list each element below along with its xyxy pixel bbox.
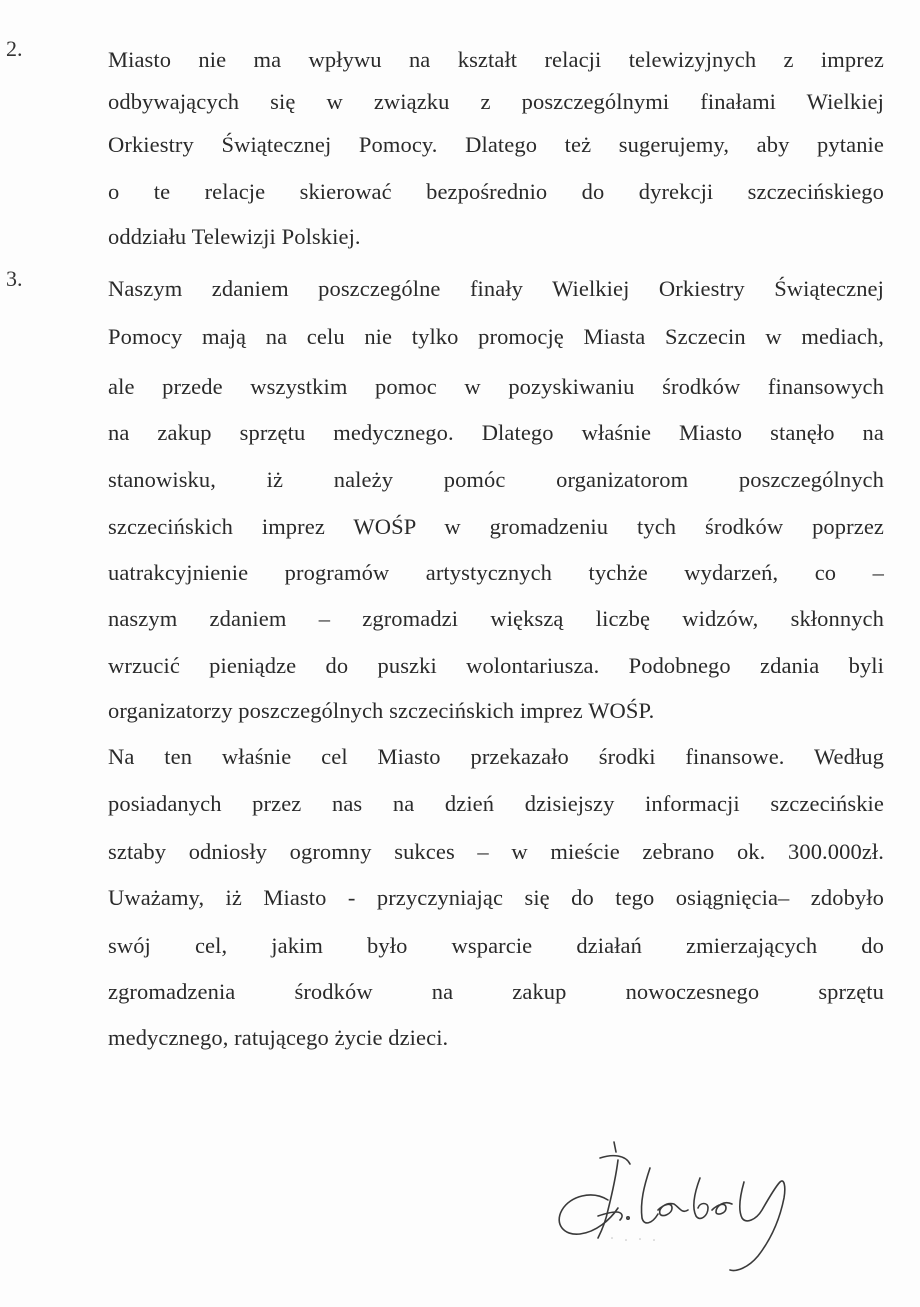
paragraph-line: sztaby odniosły ogromny sukces – w mieście zebrano ok. 300.000zł. <box>108 839 884 864</box>
paragraph-line: Pomocy mają na celu nie tylko promocję Miasta Szczecin w mediach, <box>108 324 884 349</box>
signature-scribble <box>540 1138 830 1278</box>
paragraph-line: Miasto nie ma wpływu na kształt relacji telewizyjnych z imprez <box>108 47 884 72</box>
paragraph-line: odbywających się w związku z poszczególnymi finałami Wielkiej <box>108 89 884 114</box>
item-number-2: 2. <box>6 36 23 61</box>
paragraph-line: oddziału Telewizji Polskiej. <box>108 224 361 249</box>
paragraph-line: ale przede wszystkim pomoc w pozyskiwaniu środków finansowych <box>108 374 884 399</box>
paragraph-line: stanowisku, iż należy pomóc organizatorom poszczególnych <box>108 467 884 492</box>
handwritten-signature <box>540 1138 830 1278</box>
paragraph-line: zgromadzenia środków na zakup nowoczesnego sprzętu <box>108 979 884 1004</box>
paragraph-line: Uważamy, iż Miasto - przyczyniając się do tego osiągnięcia– zdobyło <box>108 885 884 910</box>
paragraph-line: medycznego, ratującego życie dzieci. <box>108 1025 449 1050</box>
paragraph-line: na zakup sprzętu medycznego. Dlatego właśnie Miasto stanęło na <box>108 420 884 445</box>
paragraph-line: organizatorzy poszczególnych szczecińskich imprez WOŚP. <box>108 698 655 723</box>
item-number-3: 3. <box>6 266 23 291</box>
paragraph-line: szczecińskich imprez WOŚP w gromadzeniu tych środków poprzez <box>108 514 884 539</box>
paragraph-line: swój cel, jakim było wsparcie działań zmierzających do <box>108 933 884 958</box>
paragraph-line: uatrakcyjnienie programów artystycznych tychże wydarzeń, co – <box>108 560 884 585</box>
paragraph-line: posiadanych przez nas na dzień dzisiejszy informacji szczecińskie <box>108 791 884 816</box>
paragraph-line: wrzucić pieniądze do puszki wolontariusza. Podobnego zdania byli <box>108 653 884 678</box>
paragraph-line: Naszym zdaniem poszczególne finały Wielkiej Orkiestry Świątecznej <box>108 276 884 301</box>
paragraph-line: Orkiestry Świątecznej Pomocy. Dlatego też sugerujemy, aby pytanie <box>108 132 884 157</box>
paragraph-line: Na ten właśnie cel Miasto przekazało środki finansowe. Według <box>108 744 884 769</box>
paragraph-line: naszym zdaniem – zgromadzi większą liczbę widzów, skłonnych <box>108 606 884 631</box>
paragraph-line: o te relacje skierować bezpośrednio do dyrekcji szczecińskiego <box>108 179 884 204</box>
